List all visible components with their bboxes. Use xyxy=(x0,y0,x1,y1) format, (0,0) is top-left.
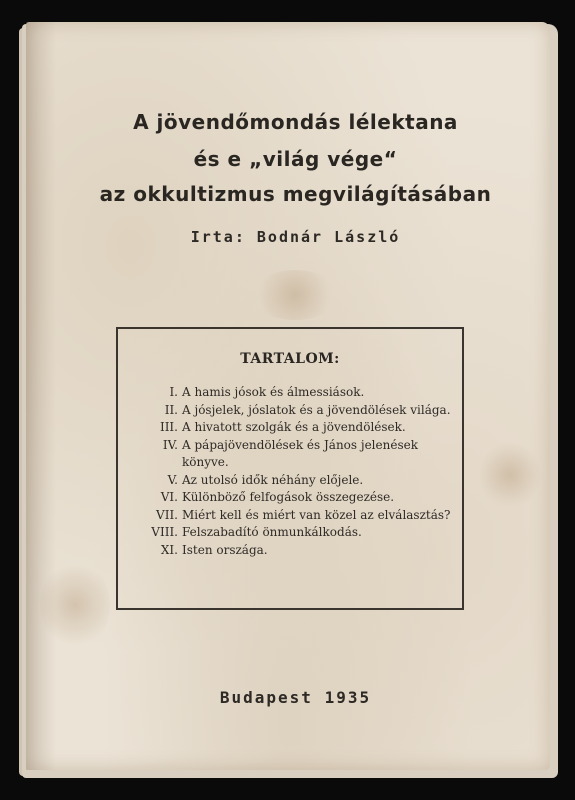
list-item xyxy=(126,419,454,437)
toc-number: VI. xyxy=(160,490,178,504)
list-item xyxy=(126,524,454,542)
toc-text: Az utolsó idők néhány előjele. xyxy=(182,472,364,487)
list-item xyxy=(126,402,454,420)
toc-text: A hamis jósok és álmessiások. xyxy=(182,385,365,399)
imprint: Budapest 1935 xyxy=(219,688,372,707)
list-item xyxy=(126,437,454,472)
title-line-1: A jövendőmondás lélektana xyxy=(133,110,458,134)
table-of-contents xyxy=(116,327,464,610)
toc-number: III. xyxy=(159,420,178,434)
toc-number: II. xyxy=(164,402,178,417)
list-item xyxy=(126,472,454,490)
toc-number: I. xyxy=(169,385,178,399)
toc-text: A pápajövendölések és János jelenések könyve. xyxy=(182,437,418,469)
toc-number: VIII. xyxy=(151,525,178,539)
author-line: Irta: Bodnár László xyxy=(190,228,401,246)
list-item xyxy=(126,507,454,525)
list-item xyxy=(126,542,454,560)
toc-number: V. xyxy=(167,472,178,487)
toc-number: XI. xyxy=(160,542,178,557)
list-item xyxy=(126,489,454,507)
toc-number: IV. xyxy=(162,437,178,452)
toc-heading: TARTALOM: xyxy=(240,351,340,367)
toc-text: A hivatott szolgák és a jövendölések. xyxy=(182,420,406,434)
toc-number: VII. xyxy=(156,507,178,522)
title-line-3: az okkultizmus megvilágításában xyxy=(99,182,492,206)
title-line-2: és e „világ vége“ xyxy=(193,147,398,171)
toc-text: A jósjelek, jóslatok és a jövendölések világa. xyxy=(182,402,451,417)
toc-text: Felszabadító önmunkálkodás. xyxy=(182,525,362,539)
toc-text: Különböző felfogások összegezése. xyxy=(182,490,395,504)
spine-shadow xyxy=(26,22,56,770)
stain xyxy=(480,440,540,510)
toc-text: Miért kell és miért van közel az elválasztás? xyxy=(182,507,451,522)
stain xyxy=(250,270,340,320)
toc-list xyxy=(126,384,454,559)
toc-text: Isten országa. xyxy=(182,542,268,557)
stain xyxy=(40,560,110,650)
list-item xyxy=(126,384,454,402)
